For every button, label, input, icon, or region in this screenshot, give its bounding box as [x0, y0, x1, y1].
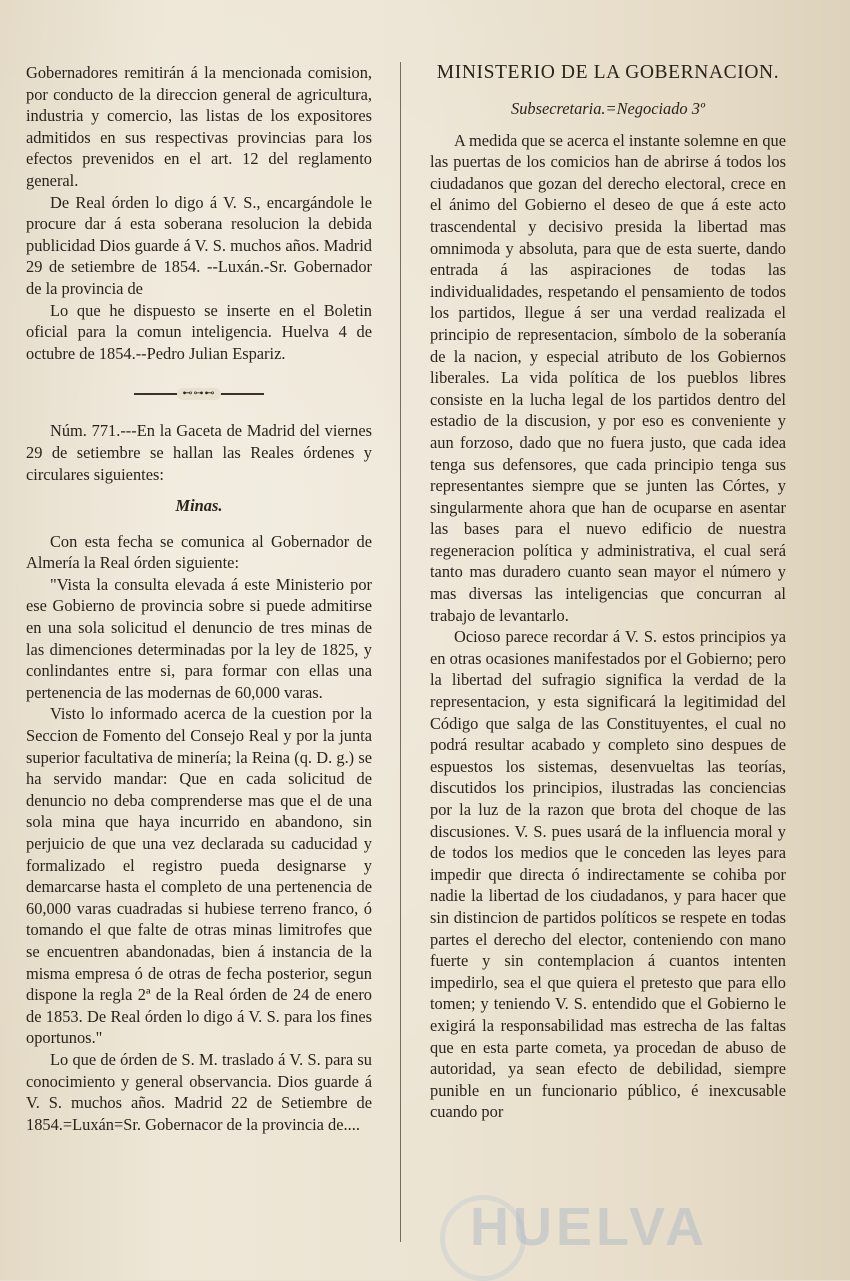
left-paragraph-3: Lo que he dispuesto se inserte en el Boletin oficial para la comun inteligencia. Huelva 4 de octubre de 1854.--Pedro Julian Espariz.: [26, 300, 372, 363]
left-paragraph-2: De Real órden lo digo á V. S., encargándole le procure dar á esta soberana resolucion la debida publicidad Dios guarde á V. S. muchos años. Madrid 29 de setiembre de 1854. --Luxán.-Sr. Gobernador de la provincia de: [26, 192, 372, 298]
left-paragraph-6: "Vista la consulta elevada á este Ministerio por ese Gobierno de provincia sobre si puede admitirse en una sola solicitud el denuncio de tres minas de las dimenciones determinadas por la ley de 1825, y conlindantes entre si, para formar con ellas una pertenencia de las modernas de 60,000 varas.: [26, 574, 372, 702]
left-column: [26, 62, 372, 1135]
right-paragraph-1: A medida que se acerca el instante solemne en que las puertas de los comicios han de abrirse á todos los ciudadanos que gozan del derecho electoral, crece en el ánimo del Gobierno el deseo de que á este acto trascendental y decisivo presida la libertad mas omnimoda y absoluta, para que de esta suerte, dando entrada á las aspiraciones de todas las individualidades, respetando el pensamiento de todos los partidos, llegue á ser una verdad realizada el principio de representacion, símbolo de la soberanía de la nacion, y especial atributo de los Gobiernos liberales. La vida política de los pueblos libres consiste en la lucha legal de los partidos dentro del estadio de la discusion, y por eso es conveniente y aun forzoso, dado que no fuera justo, que cada idea tenga sus defensores, que cada principio tenga sus representantes siempre que se junten las Córtes, y singularmente ahora que han de ocuparse en asentar las bases para el nuevo edificio de nuestra regeneracion política y administrativa, el cual será tanto mas duradero cuanto sean mayor el número y mas diversas las inteligencias que concurran al trabajo de levantarlo.: [430, 130, 786, 625]
section-title-minas: Minas.: [175, 496, 223, 516]
watermark: HUELVA: [470, 1197, 708, 1257]
left-paragraph-5: Con esta fecha se comunica al Gobernador de Almería la Real órden siguiente:: [26, 531, 372, 573]
left-paragraph-1: Gobernadores remitirán á la mencionada comision, por conducto de la direccion general de agricultura, industria y comercio, las listas de los expositores admitidos en sus respectivas provincias para los efectos prevenidos en el art. 12 del reglamento general.: [26, 63, 372, 190]
left-paragraph-7: Visto lo informado acerca de la cuestion por la Seccion de Fomento del Consejo Real y por la junta superior facultativa de minería; la Reina (q. D. g.) se ha servido mandar: Que en cada solicitud de denuncio no deba comprenderse mas que el de una sola mina que haya incurrido en abandono, sin perjuicio de que una vez declarada su caducidad y formalizado el registro pueda designarse y demarcarse hasta el completo de una pertenencia de 60,000 varas cuadradas si hubiese terreno franco, ó tomando el que falte de otras minas limitrofes que se encuentren abandonadas, bien á instancia de la misma empresa ó de otras de fecha posterior, segun dispone la regla 2ª de la Real órden de 24 de enero de 1853. De Real órden lo digo á V. S. para los fines oportunos.": [26, 704, 372, 1048]
right-paragraph-2: Ocioso parece recordar á V. S. estos principios ya en otras ocasiones manifestados por el Gobierno; pero la libertad del sufragio significa la verdad de la representacion, y esta significará la legitimidad del Código que salga de las Constituyentes, el cual no podrá resultar acabado y completo sino despues de espuestos los sistemas, desenvueltas las teorías, discutidos los principios, ilustradas las conciencias por la luz de la razon que brota del choque de las discusiones. V. S. pues usará de la influencia moral y de todos los medios que le conceden las leyes para impedir que directa ó indirectamente se cohiba por nadie la libertad de los ciudadanos, y para hacer que sin distincion de partidos políticos se respete en todas partes el derecho del elector, conteniendo con mano fuerte y sin contemplacion á cuantos intenten impedirlo, sea el que quiera el pretesto que para ello tomen; y teniendo V. S. entendido que el Gobierno le exigirá la responsabilidad mas estrecha de las faltas que en esta parte cometa, ya procedan de abuso de autoridad, ya sean efecto de debilidad, siempre punible en un funcionario público, é inexcusable cuando por: [430, 627, 786, 1122]
column-divider: [400, 62, 401, 1242]
ornament-knot: ⊷⊶⊷: [177, 388, 221, 400]
left-paragraph-8: Lo que de órden de S. M. traslado á V. S. para su conocimiento y general observancia. Dios guarde á V. S. muchos años. Madrid 22 de Setiembre de 1854.=Luxán=Sr. Gobernacor de la provincia de....: [26, 1049, 372, 1134]
right-column: [430, 60, 786, 1123]
left-paragraph-4: Núm. 771.---En la Gaceta de Madrid del viernes 29 de setiembre se hallan las Reales órdenes y circulares siguientes:: [26, 421, 372, 484]
subheading: Subsecretaria.=Negociado 3º: [511, 99, 705, 118]
ornament-divider: [134, 388, 264, 400]
ministry-heading: MINISTERIO DE LA GOBERNACION.: [436, 62, 780, 83]
